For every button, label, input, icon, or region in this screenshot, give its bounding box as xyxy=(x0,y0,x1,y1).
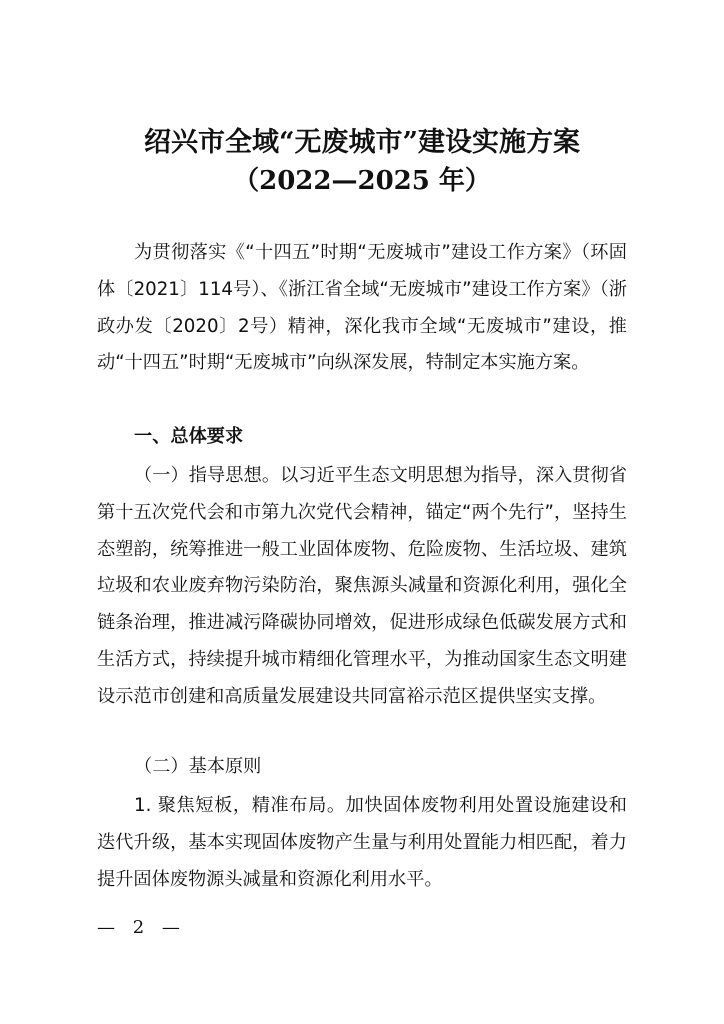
page-number: — 2 — xyxy=(97,917,186,938)
guiding-ideology-paragraph: （一）指导思想。以习近平生态文明思想为指导，深入贯彻省第十五次党代会和市第九次党代会精神，锚定“两个先行”，坚持生态塑韵，统筹推进一般工业固体废物、危险废物、生活垃圾、建筑垃圾和农业废弃物污染防治，聚焦源头减量和资源化利用，强化全链条治理，推进减污降碳协同增效，促进形成绿色低碳发展方式和生活方式，持续提升城市精细化管理水平，为推动国家生态文明建设示范市创建和高质量发展建设共同富裕示范区提供坚实支撑。 xyxy=(97,465,627,707)
principle-one-paragraph: 1. 聚焦短板，精准布局。加快固体废物利用处置设施建设和迭代升级，基本实现固体废物产生量与利用处置能力相匹配，着力提升固体废物源头减量和资源化利用水平。 xyxy=(97,795,627,890)
intro-paragraph: 为贯彻落实《“十四五”时期“无废城市”建设工作方案》（环固体〔2021〕114号）、《浙江省全域“无废城市”建设工作方案》（浙政办发〔2020〕2号）精神，深化我市全域“无废城市”建设，推动“十四五”时期“无废城市”向纵深发展，特制定本实施方案。 xyxy=(97,242,627,374)
section-heading-general-requirements: 一、总体要求 xyxy=(134,426,244,447)
subsection-heading-basic-principles: （二）基本原则 xyxy=(134,756,262,777)
document-subtitle-years: （2022—2025 年） xyxy=(233,166,491,196)
document-title: 绍兴市全域“无废城市”建设实施方案 xyxy=(143,127,581,158)
